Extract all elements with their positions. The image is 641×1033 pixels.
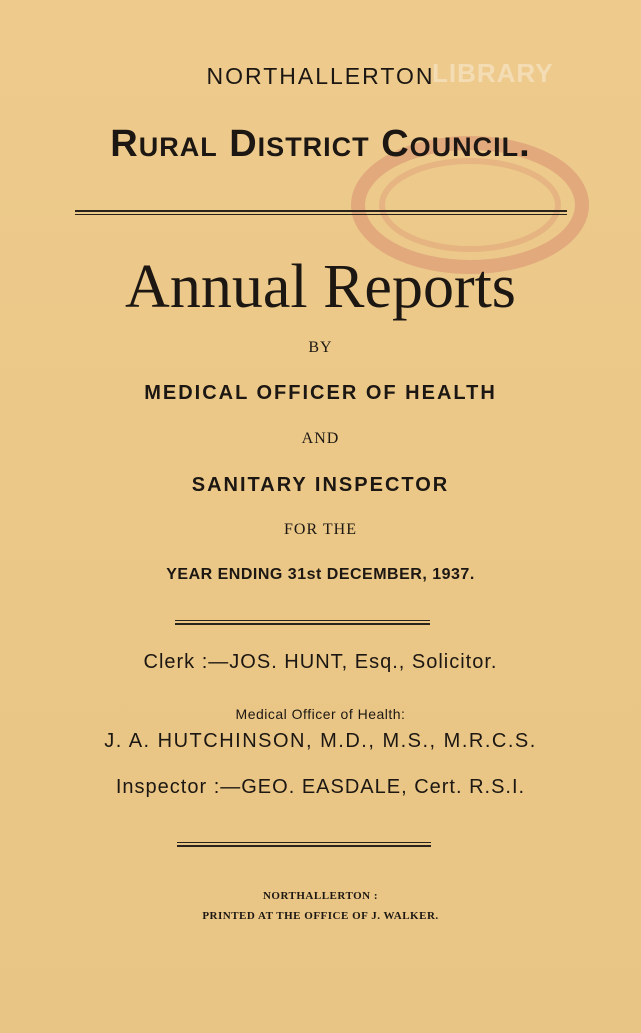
moh-name: J. A. HUTCHINSON, M.D., M.S., M.R.C.S. (104, 730, 537, 752)
medical-officer-heading: MEDICAL OFFICER OF HEALTH (144, 382, 497, 404)
page-title: Annual Reports (125, 253, 516, 321)
year-ending: YEAR ENDING 31st DECEMBER, 1937. (166, 566, 475, 583)
by-label: BY (308, 339, 333, 356)
inspector-line: Inspector :—GEO. EASDALE, Cert. R.S.I. (115, 776, 526, 798)
moh-label: Medical Officer of Health: (235, 706, 406, 722)
printer-line: PRINTED AT THE OFFICE OF J. WALKER. (202, 910, 439, 922)
clerk-line: Clerk :—JOS. HUNT, Esq., Solicitor. (143, 651, 498, 673)
for-the-label: FOR THE (284, 521, 357, 538)
double-rule-top (75, 210, 567, 216)
town-heading: NORTHALLERTON (206, 63, 435, 89)
sanitary-inspector-heading: SANITARY INSPECTOR (191, 474, 450, 496)
and-label: AND (301, 430, 340, 447)
double-rule-bottom (177, 842, 431, 848)
council-heading: Rural District Council. (110, 123, 531, 165)
double-rule-middle (175, 620, 430, 626)
printer-place: NORTHALLERTON : (262, 890, 378, 902)
stamp-text: LIBRARY (432, 58, 554, 88)
